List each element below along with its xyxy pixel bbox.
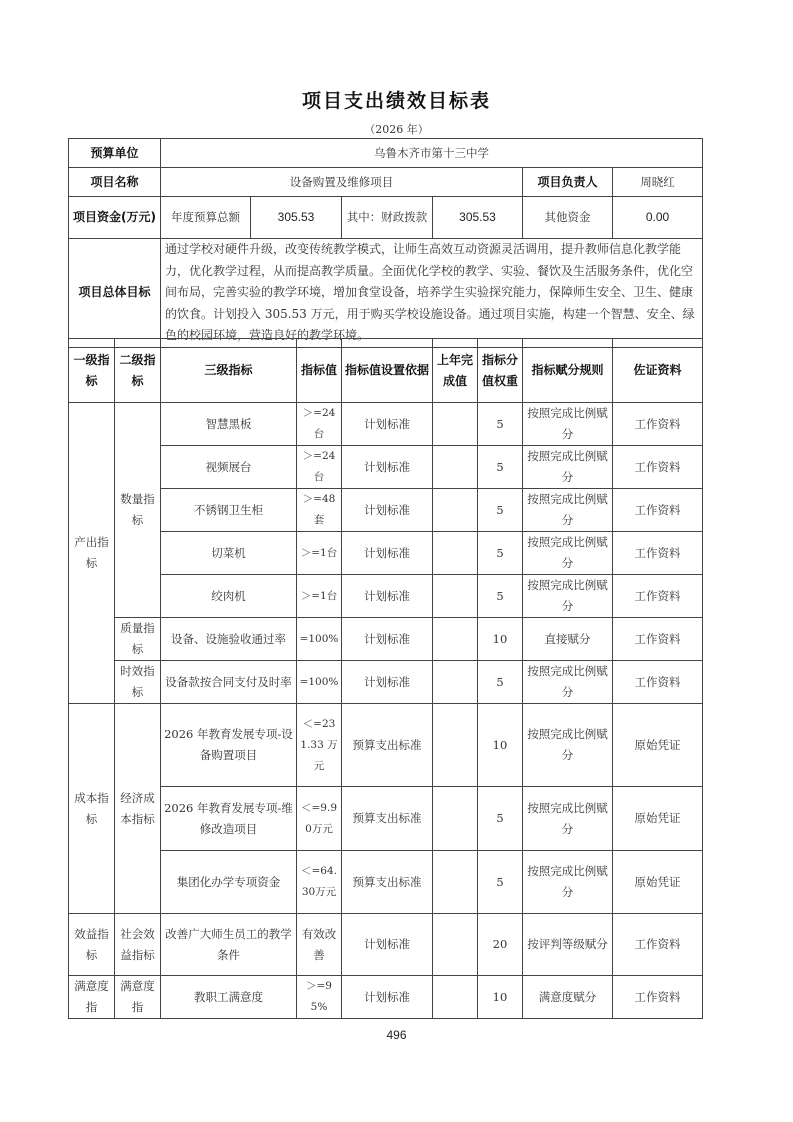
indicator-value: ＞=1台 — [297, 532, 342, 575]
table-row — [69, 618, 703, 661]
indicator-basis: 计划标准 — [342, 532, 433, 575]
indicator-value: =100% — [297, 661, 342, 704]
indicator-value: =100% — [297, 618, 342, 661]
table-row — [69, 446, 703, 489]
header-level1: 一级指标 — [69, 339, 115, 403]
project-name-label: 项目名称 — [69, 168, 161, 197]
indicator-last-year — [433, 575, 478, 618]
indicator-name: 绞肉机 — [161, 575, 297, 618]
indicator-rule: 按照完成比例赋分 — [523, 575, 613, 618]
overall-goal-label: 项目总体目标 — [69, 239, 161, 348]
indicator-value: ＞=24台 — [297, 403, 342, 446]
indicator-evidence: 原始凭证 — [613, 851, 703, 914]
budget-unit-value: 乌鲁木齐市第十三中学 — [161, 139, 703, 168]
header-evidence: 佐证资料 — [613, 339, 703, 403]
header-level3: 三级指标 — [161, 339, 297, 403]
indicator-basis: 计划标准 — [342, 403, 433, 446]
header-last-year: 上年完成值 — [433, 339, 478, 403]
indicator-basis: 预算支出标准 — [342, 704, 433, 787]
header-value: 指标值 — [297, 339, 342, 403]
indicator-value: ＞=95% — [297, 976, 342, 1019]
indicator-weight: 10 — [478, 976, 523, 1019]
indicator-name: 设备、设施验收通过率 — [161, 618, 297, 661]
header-weight: 指标分值权重 — [478, 339, 523, 403]
indicator-name: 智慧黑板 — [161, 403, 297, 446]
table-row — [69, 489, 703, 532]
indicator-name: 改善广大师生员工的教学条件 — [161, 914, 297, 976]
group-satisfaction: 满意度指 — [69, 976, 115, 1019]
indicator-name: 集团化办学专项资金 — [161, 851, 297, 914]
indicator-evidence: 原始凭证 — [613, 704, 703, 787]
group-timeliness: 时效指标 — [115, 661, 161, 704]
indicator-basis: 计划标准 — [342, 661, 433, 704]
indicator-evidence: 工作资料 — [613, 489, 703, 532]
header-rule: 指标赋分规则 — [523, 339, 613, 403]
indicator-value: ＜=64.30万元 — [297, 851, 342, 914]
project-funds-label: 项目资金(万元) — [69, 197, 161, 239]
indicator-value: ＞=1台 — [297, 575, 342, 618]
group-cost: 成本指标 — [69, 704, 115, 914]
indicator-weight: 20 — [478, 914, 523, 976]
indicator-last-year — [433, 704, 478, 787]
annual-total-value: 305.53 — [251, 197, 342, 239]
indicator-rule: 按照完成比例赋分 — [523, 532, 613, 575]
indicator-value: ＜=231.33 万元 — [297, 704, 342, 787]
project-leader-label: 项目负责人 — [523, 168, 613, 197]
indicator-name: 设备款按合同支付及时率 — [161, 661, 297, 704]
annual-total-label: 年度预算总额 — [161, 197, 251, 239]
indicator-evidence: 工作资料 — [613, 976, 703, 1019]
table-row — [69, 532, 703, 575]
indicator-rule: 按照完成比例赋分 — [523, 489, 613, 532]
group-economic-cost: 经济成本指标 — [115, 704, 161, 914]
indicator-weight: 5 — [478, 661, 523, 704]
page-title: 项目支出绩效目标表 — [301, 90, 491, 112]
indicator-name: 2026 年教育发展专项-维修改造项目 — [161, 787, 297, 851]
indicator-evidence: 工作资料 — [613, 575, 703, 618]
indicator-name: 切菜机 — [161, 532, 297, 575]
indicator-last-year — [433, 851, 478, 914]
indicator-basis: 预算支出标准 — [342, 851, 433, 914]
indicator-basis: 计划标准 — [342, 914, 433, 976]
indicator-rule: 满意度赋分 — [523, 976, 613, 1019]
indicator-weight: 5 — [478, 532, 523, 575]
indicator-name: 视频展台 — [161, 446, 297, 489]
indicator-last-year — [433, 532, 478, 575]
indicator-name: 不锈钢卫生柜 — [161, 489, 297, 532]
project-info-table — [68, 138, 703, 348]
group-social-benefit: 社会效益指标 — [115, 914, 161, 976]
table-row — [69, 403, 703, 446]
project-name-value: 设备购置及维修项目 — [161, 168, 523, 197]
indicator-basis: 计划标准 — [342, 446, 433, 489]
indicator-last-year — [433, 661, 478, 704]
indicator-rule: 按照完成比例赋分 — [523, 661, 613, 704]
indicator-weight: 10 — [478, 618, 523, 661]
header-basis: 指标值设置依据 — [342, 339, 433, 403]
table-row — [69, 976, 703, 1019]
indicator-last-year — [433, 787, 478, 851]
table-row — [69, 661, 703, 704]
indicator-evidence: 工作资料 — [613, 661, 703, 704]
indicator-evidence: 工作资料 — [613, 446, 703, 489]
group-satisfaction-sub: 满意度指 — [115, 976, 161, 1019]
indicator-last-year — [433, 914, 478, 976]
table-row — [69, 914, 703, 976]
indicator-basis: 计划标准 — [342, 618, 433, 661]
indicator-value: ＞=48套 — [297, 489, 342, 532]
indicator-name: 2026 年教育发展专项-设备购置项目 — [161, 704, 297, 787]
table-row — [69, 704, 703, 787]
fiscal-allocation-label: 其中：财政拨款 — [342, 197, 433, 239]
indicator-weight: 5 — [478, 446, 523, 489]
indicator-value: ＞=24台 — [297, 446, 342, 489]
group-benefit: 效益指标 — [69, 914, 115, 976]
indicator-weight: 5 — [478, 575, 523, 618]
indicator-rule: 按照完成比例赋分 — [523, 851, 613, 914]
indicator-weight: 5 — [478, 851, 523, 914]
indicator-rule: 直接赋分 — [523, 618, 613, 661]
indicator-basis: 计划标准 — [342, 489, 433, 532]
group-output: 产出指标 — [69, 403, 115, 704]
header-row — [69, 339, 703, 403]
indicator-value: 有效改善 — [297, 914, 342, 976]
header-level2: 二级指标 — [115, 339, 161, 403]
budget-unit-label: 预算单位 — [69, 139, 161, 168]
indicator-last-year — [433, 976, 478, 1019]
indicator-last-year — [433, 403, 478, 446]
indicator-weight: 5 — [478, 403, 523, 446]
indicator-table — [68, 338, 703, 1019]
indicator-evidence: 原始凭证 — [613, 787, 703, 851]
indicator-last-year — [433, 618, 478, 661]
indicator-rule: 按评判等级赋分 — [523, 914, 613, 976]
table-row — [69, 787, 703, 851]
other-funds-label: 其他资金 — [523, 197, 613, 239]
indicator-last-year — [433, 489, 478, 532]
group-quality: 质量指标 — [115, 618, 161, 661]
group-quantity: 数量指标 — [115, 403, 161, 618]
year-label: （2026 年） — [364, 123, 429, 136]
indicator-weight: 10 — [478, 704, 523, 787]
indicator-rule: 按照完成比例赋分 — [523, 704, 613, 787]
indicator-rule: 按照完成比例赋分 — [523, 403, 613, 446]
indicator-evidence: 工作资料 — [613, 403, 703, 446]
indicator-weight: 5 — [478, 787, 523, 851]
indicator-weight: 5 — [478, 489, 523, 532]
page-number: 496 — [386, 1028, 407, 1042]
indicator-name: 教职工满意度 — [161, 976, 297, 1019]
indicator-evidence: 工作资料 — [613, 618, 703, 661]
project-leader-value: 周晓红 — [613, 168, 703, 197]
indicator-basis: 计划标准 — [342, 976, 433, 1019]
table-row — [69, 575, 703, 618]
indicator-rule: 按照完成比例赋分 — [523, 446, 613, 489]
table-row — [69, 851, 703, 914]
indicator-basis: 预算支出标准 — [342, 787, 433, 851]
indicator-last-year — [433, 446, 478, 489]
indicator-basis: 计划标准 — [342, 575, 433, 618]
fiscal-allocation-value: 305.53 — [433, 197, 523, 239]
indicator-value: ＜=9.90万元 — [297, 787, 342, 851]
indicator-evidence: 工作资料 — [613, 532, 703, 575]
indicator-rule: 按照完成比例赋分 — [523, 787, 613, 851]
indicator-evidence: 工作资料 — [613, 914, 703, 976]
other-funds-value: 0.00 — [613, 197, 703, 239]
overall-goal-text: 通过学校对硬件升级，改变传统教学模式，让师生高效互动资源灵活调用，提升教师信息化教学能力，优化教学过程，从而提高教学质量。全面优化学校的教学、实验、餐饮及生活服务条件，优化空间布局，完善实验的教学环境，增加食堂设备，培养学生实验探究能力，保障师生安全、卫生、健康的饮食。计划投入 305.53 万元，用于购买学校设施设备。通过项目实施，构建一个智慧、安全、绿色的校园环境，营造良好的教学环境。 — [161, 239, 703, 348]
